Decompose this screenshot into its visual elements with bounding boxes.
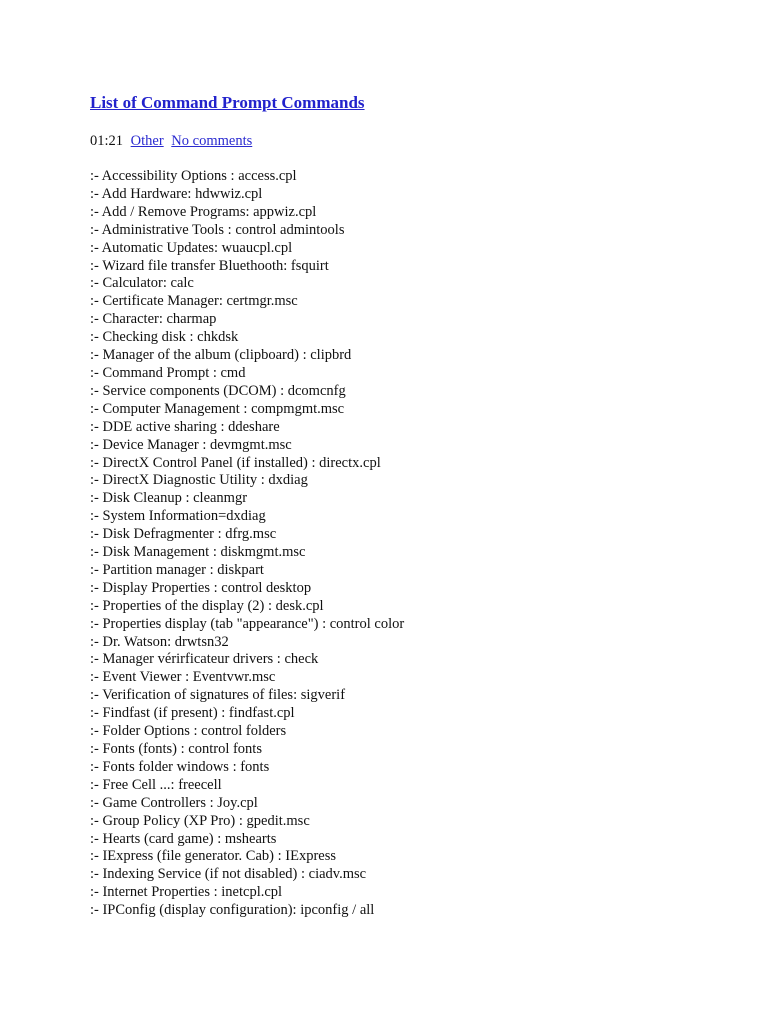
comments-link[interactable]: No comments [171,133,253,149]
command-list-item: :- Disk Defragmenter : dfrg.msc [90,526,277,543]
command-list-item: :- Device Manager : devmgmt.msc [90,436,292,453]
post-time: 01:21 [90,133,124,149]
command-list-item: :- Disk Cleanup : cleanmgr [90,490,248,507]
category-link[interactable]: Other [130,133,164,149]
command-list-item: :- DirectX Control Panel (if installed) : directx.cpl [90,454,381,471]
command-list-item: :- Administrative Tools : control admintools [90,221,345,238]
command-list [90,168,748,920]
command-list-item: :- Service components (DCOM) : dcomcnfg [90,382,346,399]
command-list-item: :- Game Controllers : Joy.cpl [90,794,258,811]
command-list-item: :- Group Policy (XP Pro) : gpedit.msc [90,812,310,829]
command-list-item: :- DirectX Diagnostic Utility : dxdiag [90,472,308,489]
command-list-item: :- Computer Management : compmgmt.msc [90,400,345,417]
command-list-item: :- Checking disk : chkdsk [90,329,239,346]
command-list-item: :- Automatic Updates: wuaucpl.cpl [90,239,293,256]
command-list-item: :- Folder Options : control folders [90,723,287,740]
command-list-item: :- System Information=dxdiag [90,508,266,525]
post-meta [90,132,748,150]
command-list-item: :- IExpress (file generator. Cab) : IExpress [90,848,337,865]
command-list-item: :- Manager vérirficateur drivers : check [90,651,319,668]
command-list-item: :- DDE active sharing : ddeshare [90,418,280,435]
command-list-item: :- Disk Management : diskmgmt.msc [90,544,306,561]
command-list-item: :- Add Hardware: hdwwiz.cpl [90,185,263,202]
command-list-item: :- Partition manager : diskpart [90,561,264,578]
command-list-item: :- Command Prompt : cmd [90,364,246,381]
command-list-item: :- Internet Properties : inetcpl.cpl [90,884,283,901]
command-list-item: :- Certificate Manager: certmgr.msc [90,293,298,310]
command-list-item: :- IPConfig (display configuration): ipconfig / all [90,902,375,919]
command-list-item: :- Fonts (fonts) : control fonts [90,741,262,757]
command-list-item: :- Wizard file transfer Bluethooth: fsquirt [90,257,329,274]
command-list-item: :- Event Viewer : Eventvwr.msc [90,669,276,686]
command-list-item: :- Calculator: calc [90,275,194,292]
document-page [90,92,748,920]
command-list-item: :- Properties of the display (2) : desk.cpl [90,597,324,614]
command-list-item: :- Indexing Service (if not disabled) : ciadv.msc [90,866,367,883]
command-list-item: :- Character: charmap [90,311,217,328]
command-list-item: :- Hearts (card game) : mshearts [90,830,277,847]
post-title [90,92,748,114]
command-list-item: :- Accessibility Options : access.cpl [90,168,297,184]
command-list-item: :- Fonts folder windows : fonts [90,758,270,775]
command-list-item: :- Manager of the album (clipboard) : clipbrd [90,347,352,364]
command-list-item: :- Verification of signatures of files: sigverif [90,687,346,704]
command-list-item: :- Add / Remove Programs: appwiz.cpl [90,203,317,220]
command-list-item: :- Findfast (if present) : findfast.cpl [90,705,295,722]
command-list-item: :- Display Properties : control desktop [90,579,312,596]
command-list-item: :- Free Cell ...: freecell [90,776,222,793]
command-list-item: :- Dr. Watson: drwtsn32 [90,633,229,650]
post-title-link[interactable]: List of Command Prompt Commands [90,93,365,112]
command-list-item: :- Properties display (tab "appearance") : control color [90,615,405,632]
